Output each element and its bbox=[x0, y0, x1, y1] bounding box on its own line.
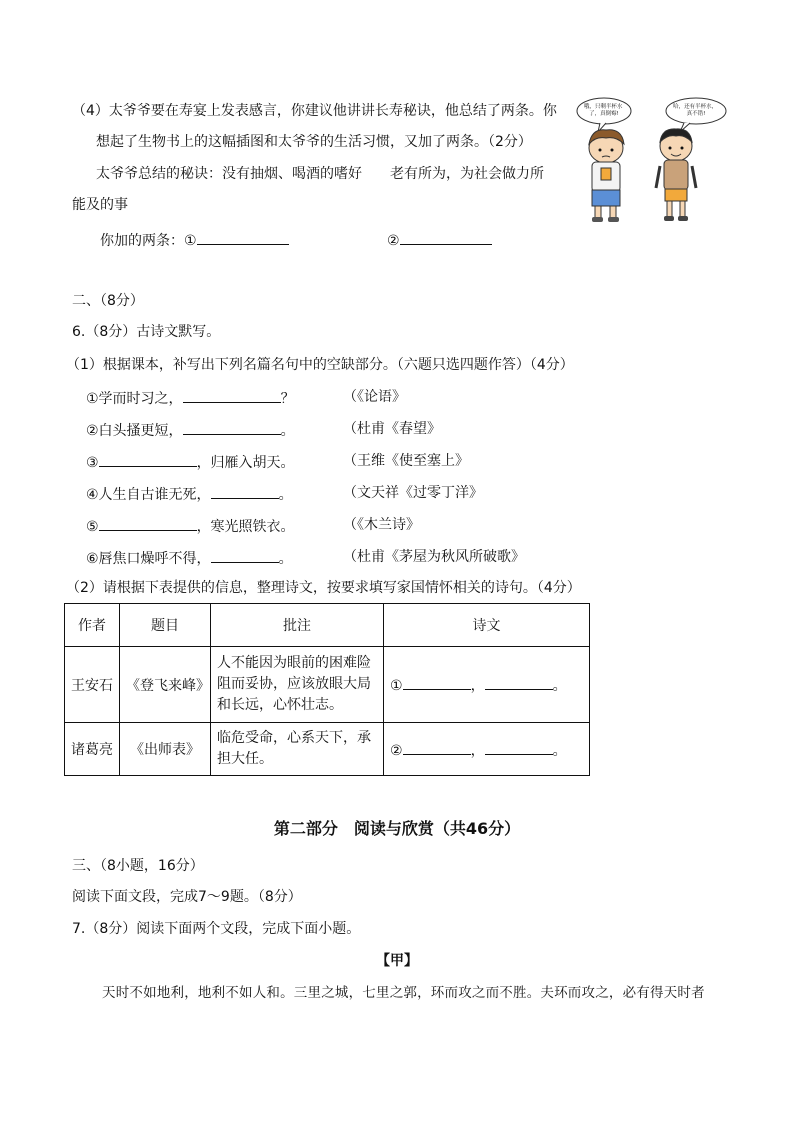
bubble-left-text bbox=[584, 102, 624, 117]
item-pre: ④人生自古谁无死， bbox=[86, 487, 211, 503]
item-post: ，寒光照铁衣。 bbox=[196, 519, 295, 535]
answer-1-blank[interactable] bbox=[197, 229, 289, 245]
answer-2-blank[interactable] bbox=[400, 229, 492, 245]
item-post: ？ bbox=[280, 391, 295, 407]
header-title: 题目 bbox=[120, 604, 211, 647]
header-note: 批注 bbox=[211, 604, 384, 647]
recite-item-4 bbox=[86, 483, 293, 505]
section3-header: 三、（8小题，16分） bbox=[72, 858, 204, 874]
reading-instruction: 阅读下面文段，完成7～9题。（8分） bbox=[72, 889, 302, 905]
passage-jia-label: 【甲】 bbox=[376, 953, 418, 969]
recite-source-6: （杜甫《茅屋为秋风所破歌》 bbox=[343, 549, 525, 565]
bubble-right-line: 哈，还有半杯水， bbox=[673, 104, 718, 110]
poem-sep: ， bbox=[470, 742, 485, 759]
recite-item-3 bbox=[86, 451, 295, 473]
poem-num: ② bbox=[390, 742, 403, 759]
poem-blank[interactable] bbox=[485, 739, 553, 755]
recite-source-2: （杜甫《春望》 bbox=[343, 421, 441, 437]
passage-jia-text: 天时不如地利，地利不如人和。三里之城，七里之郭，环而攻之而不胜。夫环而攻之，必有得天时者 bbox=[102, 985, 705, 1001]
bubble-left-line: 哦，只剩半杯水 bbox=[583, 104, 623, 110]
header-poem: 诗文 bbox=[384, 604, 590, 647]
item-post: 。 bbox=[278, 487, 293, 503]
poem-num: ① bbox=[390, 678, 403, 694]
item-post: 。 bbox=[278, 551, 293, 567]
row-note: 临危受命，心系天下，承担大任。 bbox=[211, 723, 384, 776]
item-blank[interactable] bbox=[211, 483, 279, 499]
table-row bbox=[65, 723, 590, 776]
q4-answer-line bbox=[100, 229, 289, 251]
item-blank[interactable] bbox=[99, 451, 197, 467]
item-blank[interactable] bbox=[183, 419, 281, 435]
item-pre: ⑤ bbox=[86, 519, 99, 535]
row-poem bbox=[384, 647, 590, 723]
recite-source-5: （《木兰诗》 bbox=[343, 517, 420, 533]
q4-line2: 想起了生物书上的这幅插图和太爷爷的生活习惯，又加了两条。（2分） bbox=[96, 134, 532, 150]
recite-item-6 bbox=[86, 547, 293, 569]
poem-end: 。 bbox=[552, 678, 567, 694]
recite-source-4: （文天祥《过零丁洋》 bbox=[343, 485, 483, 501]
q6-2-instruction: （2）请根据下表提供的信息，整理诗文，按要求填写家国情怀相关的诗句。（4分） bbox=[66, 580, 581, 596]
row-title: 《登飞来峰》 bbox=[120, 647, 211, 723]
item-pre: ①学而时习之， bbox=[86, 391, 183, 407]
q4-answer-2 bbox=[387, 229, 492, 251]
poem-blank[interactable] bbox=[485, 674, 553, 690]
left-boy bbox=[589, 130, 624, 222]
item-post: 。 bbox=[280, 423, 295, 439]
right-boy bbox=[656, 129, 696, 221]
recite-item-5 bbox=[86, 515, 295, 537]
row-author: 诸葛亮 bbox=[65, 723, 120, 776]
item-pre: ③ bbox=[86, 455, 99, 471]
recite-item-1 bbox=[86, 387, 295, 409]
bubble-right-line: 真不错! bbox=[686, 111, 706, 117]
section2-header: 二、（8分） bbox=[72, 293, 144, 309]
poem-blank[interactable] bbox=[403, 739, 471, 755]
recite-source-1: （《论语》 bbox=[343, 389, 406, 405]
header-author: 作者 bbox=[65, 604, 120, 647]
row-title: 《出师表》 bbox=[120, 723, 211, 776]
poem-blank[interactable] bbox=[403, 674, 471, 690]
part2-heading: 第二部分 阅读与欣赏（共46分） bbox=[273, 819, 521, 838]
item-blank[interactable] bbox=[99, 515, 197, 531]
table-header-row bbox=[65, 604, 590, 647]
q7-title: 7.（8分）阅读下面两个文段，完成下面小题。 bbox=[72, 921, 361, 937]
poem-end: 。 bbox=[552, 742, 567, 759]
bubble-left-line: 了，真倒霉! bbox=[589, 111, 619, 117]
row-author: 王安石 bbox=[65, 647, 120, 723]
poem-sep: ， bbox=[470, 678, 485, 694]
q4-line3: 太爷爷总结的秘诀：没有抽烟、喝酒的嗜好 老有所为，为社会做力所 bbox=[96, 166, 544, 182]
q6-1-instruction: （1）根据课本，补写出下列名篇名句中的空缺部分。（六题只选四题作答）（4分） bbox=[66, 357, 574, 373]
row-poem bbox=[384, 723, 590, 776]
answer-2-label: ② bbox=[387, 233, 400, 249]
item-blank[interactable] bbox=[211, 547, 279, 563]
recite-source-3: （王维《使至塞上》 bbox=[343, 453, 469, 469]
q6-title: 6.（8分）古诗文默写。 bbox=[72, 324, 221, 340]
poem-table bbox=[64, 603, 590, 776]
q4-line1: （4）太爷爷要在寿宴上发表感言，你建议他讲讲长寿秘诀，他总结了两条。你 bbox=[72, 103, 557, 119]
item-pre: ⑥唇焦口燥呼不得， bbox=[86, 551, 211, 567]
item-blank[interactable] bbox=[183, 387, 281, 403]
table-row bbox=[65, 647, 590, 723]
answer-1-label: 你加的两条：① bbox=[100, 233, 197, 249]
half-glass-illustration bbox=[572, 96, 732, 226]
row-note: 人不能因为眼前的困难险阻而妥协，应该放眼大局和长远，心怀壮志。 bbox=[211, 647, 384, 723]
item-pre: ②白头搔更短， bbox=[86, 423, 183, 439]
recite-item-2 bbox=[86, 419, 295, 441]
item-post: ，归雁入胡天。 bbox=[196, 455, 295, 471]
q4-line4: 能及的事 bbox=[72, 197, 128, 213]
